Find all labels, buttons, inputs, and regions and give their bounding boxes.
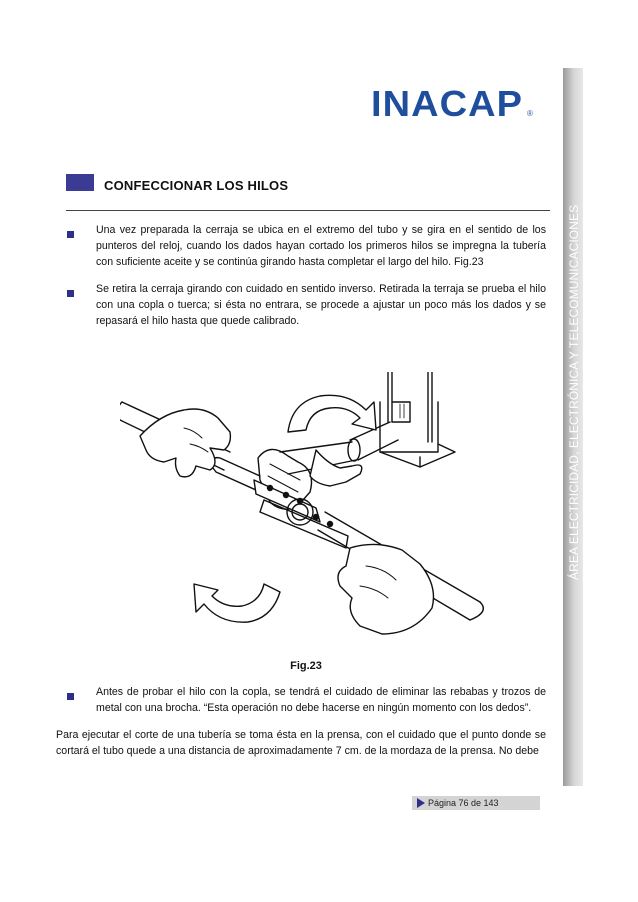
figure-caption: Fig.23 xyxy=(290,660,322,672)
paragraph-1: Una vez preparada la cerraja se ubica en el extremo del tubo y se gira en el sentido de los punteros del reloj, cuando los dados hayan cortado los primeros hilos se impregna la tubería con suficiente aceite y se continúa girando hasta completar el largo del hilo. Fig.23 xyxy=(96,224,546,268)
logo-registered-mark: ® xyxy=(527,109,533,118)
title-marker xyxy=(66,174,94,191)
title-divider xyxy=(66,210,550,211)
arrow-right-icon xyxy=(417,798,425,808)
paragraph-2: Se retira la cerraja girando con cuidado en sentido inverso. Retirada la terraja se prueba el hilo con una copla o tuerca; si ésta no entrara, se procede a ajustar un poco más los dados y se repasará el hilo hasta que quede calibrado. xyxy=(96,283,546,327)
bullet-icon xyxy=(67,693,74,700)
bullet-icon xyxy=(67,231,74,238)
section-title: CONFECCIONAR LOS HILOS xyxy=(104,178,289,193)
side-banner-label: ÁREA ELECTRICIDAD, ELECTRÓNICA Y TELECOMUNICACIONES xyxy=(567,204,581,580)
bullet-icon xyxy=(67,290,74,297)
threading-illustration xyxy=(120,372,498,640)
page-number: Página 76 de 143 xyxy=(428,798,499,808)
paragraph-4: Para ejecutar el corte de una tubería se toma ésta en la prensa, con el cuidado que el punto donde se cortará el tubo quede a una distancia de aproximadamente 7 cm. de la mordaza de la prensa. No debe xyxy=(56,729,546,757)
paragraph-3: Antes de probar el hilo con la copla, se tendrá el cuidado de eliminar las rebabas y trozos de metal con una brocha. “Esta operación no debe hacerse en ningún momento con los dedos”. xyxy=(96,686,546,714)
logo-wordmark: INACAP xyxy=(371,86,523,120)
inacap-logo xyxy=(371,86,537,120)
